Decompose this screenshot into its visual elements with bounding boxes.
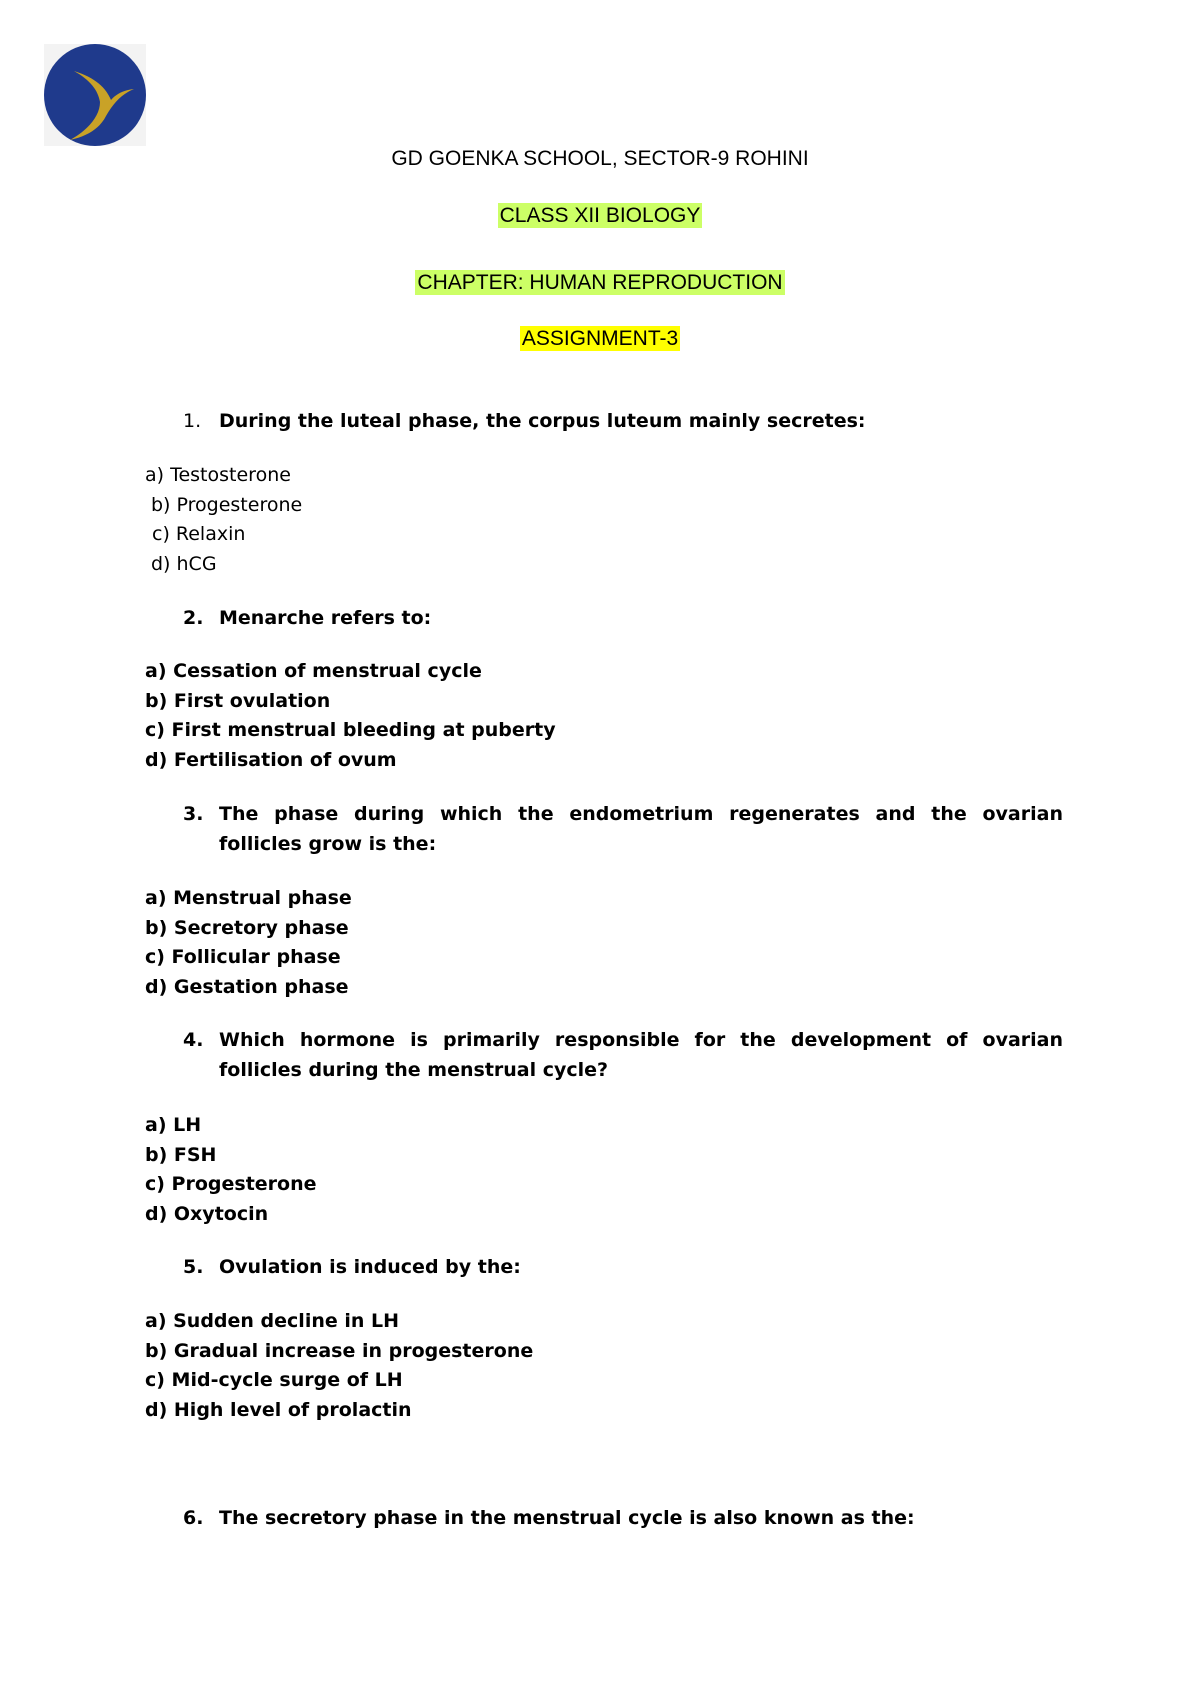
- question-number: 2.: [183, 607, 204, 629]
- school-name-text: GD GOENKA SCHOOL, SECTOR-9 ROHINI: [391, 147, 809, 170]
- option-b: b) Secretory phase: [145, 916, 349, 939]
- option-c: c) Mid-cycle surge of LH: [145, 1369, 403, 1391]
- option-b: b) Progesterone: [151, 493, 303, 516]
- question-number: 4.: [183, 1029, 204, 1051]
- option-a: a) Cessation of menstrual cycle: [145, 660, 482, 682]
- option-a: a) Testosterone: [145, 464, 291, 486]
- school-logo: [44, 44, 146, 146]
- logo-emblem-icon: [44, 44, 146, 146]
- option-d: d) Oxytocin: [145, 1202, 269, 1225]
- question-3: [183, 799, 1063, 859]
- option-a: a) Menstrual phase: [145, 887, 352, 909]
- school-name: [0, 146, 1200, 172]
- question-number: 3.: [183, 803, 204, 825]
- option-b: b) Gradual increase in progesterone: [145, 1339, 534, 1362]
- option-c: c) Progesterone: [145, 1173, 317, 1195]
- option-b: b) First ovulation: [145, 689, 331, 712]
- question-3-options: [145, 884, 352, 1002]
- question-4-options: [145, 1111, 317, 1229]
- option-c: c) First menstrual bleeding at puberty: [145, 719, 556, 741]
- question-text: The secretory phase in the menstrual cycle is also known as the:: [219, 1507, 915, 1529]
- question-text: Ovulation is induced by the:: [219, 1256, 521, 1278]
- question-number: 6.: [183, 1507, 204, 1529]
- option-d: d) High level of prolactin: [145, 1398, 412, 1421]
- question-6: [183, 1503, 1063, 1533]
- question-2: [183, 603, 1063, 633]
- assignment-title: [0, 326, 1200, 352]
- question-text: During the luteal phase, the corpus luteum mainly secretes:: [219, 410, 866, 432]
- question-2-options: [145, 657, 556, 775]
- option-c: c) Relaxin: [152, 523, 246, 545]
- option-d: d) Gestation phase: [145, 975, 349, 998]
- question-5-options: [145, 1307, 533, 1425]
- question-number: 5.: [183, 1256, 204, 1278]
- option-a: a) LH: [145, 1114, 202, 1136]
- class-title: [0, 203, 1200, 229]
- question-text: Which hormone is primarily responsible for the development of ovarian follicles during the menstrual cycle?: [219, 1029, 1063, 1081]
- question-text: The phase during which the endometrium regenerates and the ovarian follicles grow is the:: [219, 803, 1063, 855]
- question-1: [183, 406, 1063, 436]
- question-1-options: [145, 461, 302, 579]
- class-title-text: CLASS XII BIOLOGY: [499, 204, 701, 227]
- question-text: Menarche refers to:: [219, 607, 432, 629]
- assignment-title-text: ASSIGNMENT-3: [521, 327, 679, 350]
- question-number: 1.: [183, 410, 202, 432]
- chapter-title: [0, 270, 1200, 296]
- option-d: d) Fertilisation of ovum: [145, 748, 397, 771]
- option-d: d) hCG: [151, 552, 217, 575]
- chapter-title-text: CHAPTER: HUMAN REPRODUCTION: [417, 271, 783, 294]
- option-b: b) FSH: [145, 1143, 217, 1166]
- option-c: c) Follicular phase: [145, 946, 341, 968]
- option-a: a) Sudden decline in LH: [145, 1310, 400, 1332]
- question-4: [183, 1025, 1063, 1085]
- question-5: [183, 1252, 1063, 1282]
